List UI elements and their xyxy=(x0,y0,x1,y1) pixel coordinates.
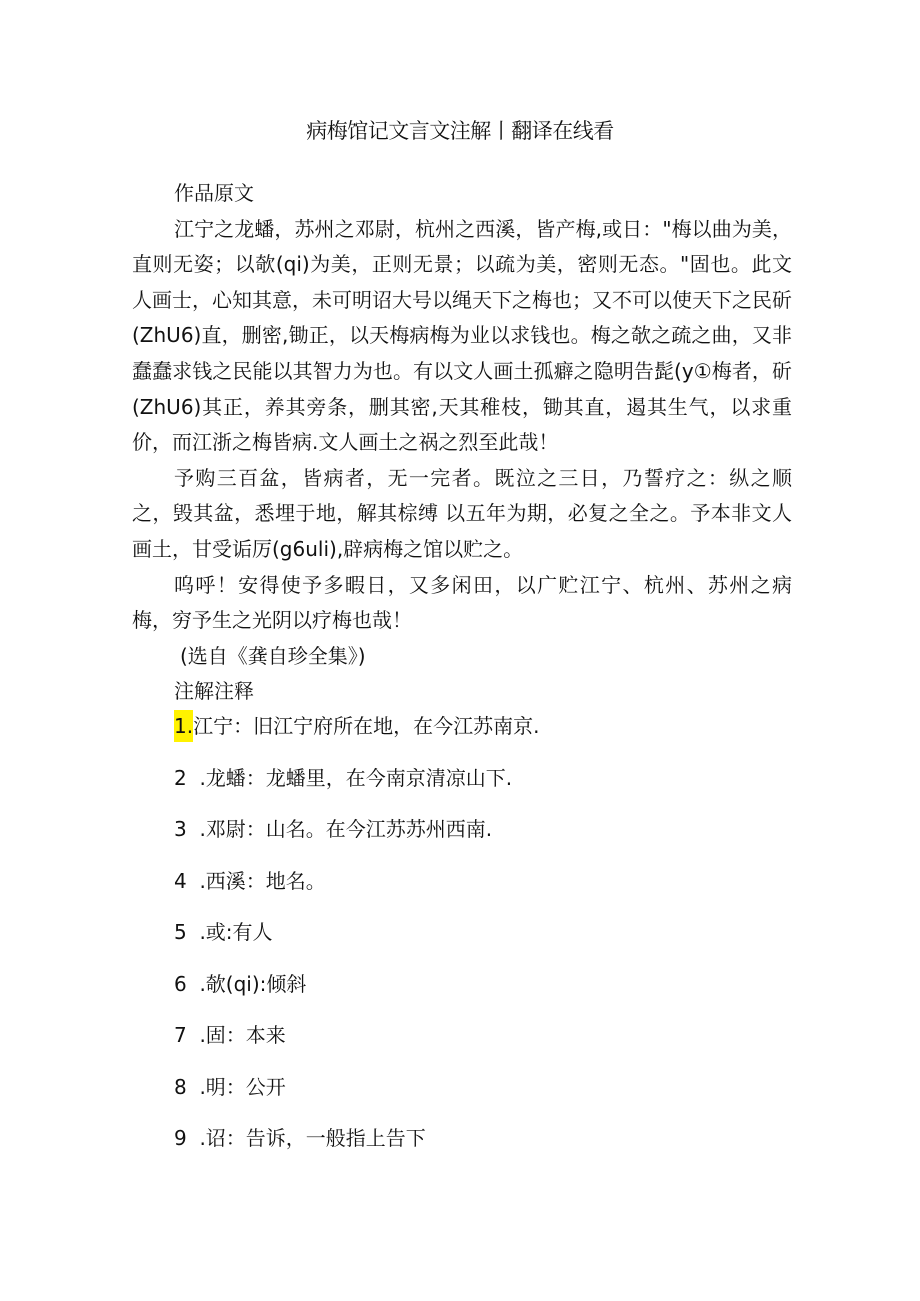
note-item xyxy=(174,1019,286,1051)
note-item xyxy=(174,916,273,948)
note-text: .诏：告诉，一般指上告下 xyxy=(199,1126,426,1150)
note-number: 2 xyxy=(174,765,187,790)
note-text: .或:有人 xyxy=(199,920,273,944)
note-number: 3 xyxy=(174,817,187,841)
section-heading-notes: 注解注释 xyxy=(174,679,254,704)
note-item xyxy=(174,710,539,742)
note-number-highlighted: 1. xyxy=(174,710,193,742)
note-text: .明：公开 xyxy=(199,1074,286,1099)
note-item xyxy=(174,762,512,794)
note-number: 6 xyxy=(174,971,187,996)
note-number: 5 xyxy=(174,920,187,944)
note-number: 7 xyxy=(174,1023,187,1047)
paragraph-2: 予购三百盆，皆病者，无一完者。既泣之三日，乃誓疗之：纵之顺之，毁其盆，悉埋于地，解其棕缚 以五年为期，必复之全之。予本非文人画土，甘受诟厉(g6uli),辟病梅之馆以贮之。 xyxy=(132,465,792,561)
note-text: .西溪：地名。 xyxy=(199,868,326,893)
note-text: 江宁：旧江宁府所在地，在今江苏南京. xyxy=(193,714,540,738)
original-text-section xyxy=(132,176,792,710)
note-text: .固：本来 xyxy=(199,1023,286,1047)
note-item xyxy=(174,1122,426,1154)
note-item xyxy=(174,865,326,897)
note-text: .龙蟠：龙蟠里，在今南京清凉山下. xyxy=(199,765,513,790)
note-number: 8 xyxy=(174,1074,187,1099)
paragraph-1: 江宁之龙蟠，苏州之邓尉，杭州之西溪，皆产梅,或日："梅以曲为美，直则无姿；以欹(qi)为美，正则无景；以疏为美，密则无态。"固也。此文人画士，心知其意，未可明诏大号以绳天下之梅也；又不可以使天下之民斫(ZhU6)直，删密,锄正，以天梅病梅为业以求钱也。梅之欹之疏之曲，又非蠢蠢求钱之民能以其智力为也。有以文人画土孤癖之隐明告髭(y①梅者，斫(ZhU6)其正，养其旁条，删其密,天其稚枝，锄其直，遏其生气，以求重价，而江浙之梅皆病.文人画土之祸之烈至此哉！ xyxy=(132,216,792,455)
document-title: 病梅馆记文言文注解丨翻译在线看 xyxy=(306,119,614,143)
note-item xyxy=(174,968,306,1000)
note-item xyxy=(174,1071,286,1103)
note-number: 9 xyxy=(174,1126,187,1150)
note-number: 4 xyxy=(174,868,187,893)
paragraph-3: 呜呼！安得使予多暇日，又多闲田，以广贮江宁、杭州、苏州之病梅，穷予生之光阴以疗梅也哉！ xyxy=(132,572,792,633)
note-text: .邓尉：山名。在今江苏苏州西南. xyxy=(199,817,493,841)
section-heading-original: 作品原文 xyxy=(174,181,254,205)
note-text: .欹(qi):倾斜 xyxy=(199,971,307,996)
note-item xyxy=(174,813,492,845)
source-citation: (选自《龚自珍全集》) xyxy=(180,643,366,668)
